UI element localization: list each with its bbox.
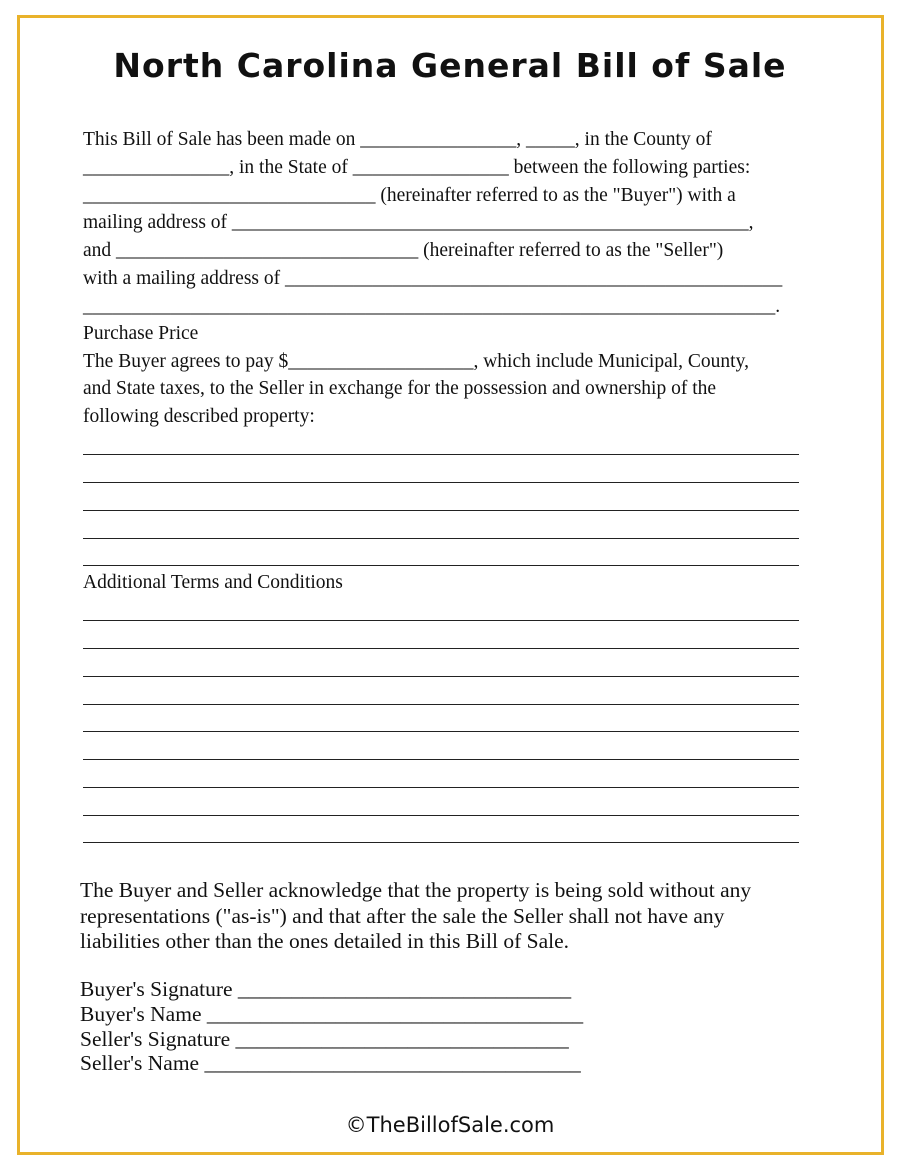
intro-line: with a mailing address of ___________________________________________________ (83, 268, 783, 289)
property-description-line (83, 482, 799, 483)
intro-line: _______________________________________________________________________. (83, 296, 781, 317)
seller-signature-field[interactable]: Seller's Signature _______________________________ (80, 1027, 569, 1051)
footer-copyright: ©TheBillofSale.com (345, 1113, 555, 1137)
additional-terms-line (83, 842, 799, 843)
purchase-price-line: following described property: (83, 406, 315, 427)
additional-terms-line (83, 731, 799, 732)
additional-terms-line (83, 704, 799, 705)
acknowledgement-line: representations ("as-is") and that after the sale the Seller shall not have any (80, 904, 725, 928)
purchase-price-line: The Buyer agrees to pay $___________________, which include Municipal, County, (83, 351, 749, 372)
property-description-line (83, 454, 799, 455)
additional-terms-line (83, 676, 799, 677)
additional-terms-line (83, 620, 799, 621)
purchase-price-heading: Purchase Price (83, 323, 199, 344)
property-description-line (83, 565, 799, 566)
buyer-name-field[interactable]: Buyer's Name ___________________________________ (80, 1002, 584, 1026)
additional-terms-heading: Additional Terms and Conditions (83, 572, 343, 593)
additional-terms-line (83, 815, 799, 816)
intro-line: _______________, in the State of ________________ between the following parties: (83, 157, 751, 178)
property-description-line (83, 538, 799, 539)
intro-line: mailing address of _____________________________________________________, (83, 212, 754, 233)
intro-line: This Bill of Sale has been made on ________________, _____, in the County of (83, 129, 712, 150)
buyer-signature-field[interactable]: Buyer's Signature _______________________________ (80, 977, 572, 1001)
seller-name-field[interactable]: Seller's Name ___________________________________ (80, 1051, 581, 1075)
intro-line: ______________________________ (hereinafter referred to as the "Buyer") with a (83, 185, 736, 206)
acknowledgement-line: The Buyer and Seller acknowledge that the property is being sold without any (80, 878, 752, 902)
additional-terms-line (83, 759, 799, 760)
property-description-line (83, 510, 799, 511)
document-title: North Carolina General Bill of Sale (113, 46, 787, 85)
intro-line: and _______________________________ (hereinafter referred to as the "Seller") (83, 240, 724, 261)
purchase-price-line: and State taxes, to the Seller in exchange for the possession and ownership of the (83, 378, 717, 399)
acknowledgement-line: liabilities other than the ones detailed in this Bill of Sale. (80, 929, 570, 953)
additional-terms-line (83, 648, 799, 649)
additional-terms-line (83, 787, 799, 788)
